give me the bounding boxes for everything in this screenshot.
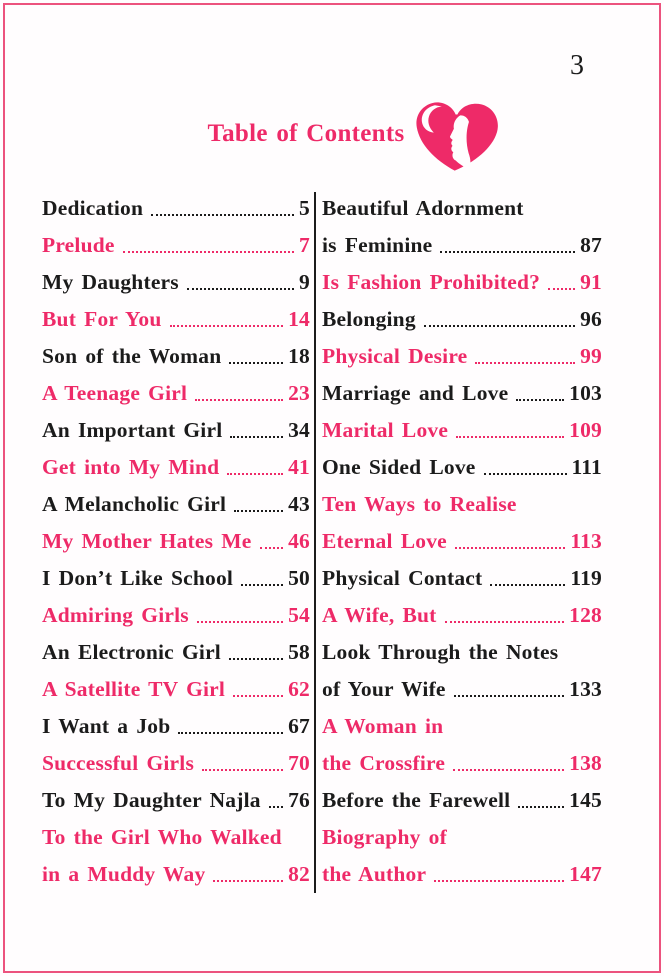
dotted-leader xyxy=(241,584,283,586)
page-title: Table of Contents xyxy=(207,120,405,147)
toc-entry-title: A Satellite TV Girl xyxy=(42,677,226,701)
toc-entry-line xyxy=(42,449,310,486)
toc-entry-page-number: 5 xyxy=(299,196,310,220)
dotted-leader xyxy=(424,325,575,327)
toc-entry-page-number: 145 xyxy=(569,788,602,812)
dotted-leader xyxy=(440,251,575,253)
toc-entry-page-number: 54 xyxy=(288,603,310,627)
toc-entry-page-number: 119 xyxy=(570,566,602,590)
toc-entry-line xyxy=(322,301,602,338)
dotted-leader xyxy=(187,288,294,290)
dotted-leader xyxy=(233,695,283,697)
dotted-leader xyxy=(260,547,284,549)
toc-entry-title: A Woman in xyxy=(322,714,444,738)
dotted-leader xyxy=(195,399,283,401)
dotted-leader xyxy=(269,806,283,808)
toc-entry-page-number: 58 xyxy=(288,640,310,664)
toc-entry-title: Son of the Woman xyxy=(42,344,222,368)
toc-entry-line xyxy=(322,227,602,264)
toc-entry-title: An Electronic Girl xyxy=(42,640,221,664)
dotted-leader xyxy=(229,362,283,364)
toc-entry-line xyxy=(42,486,310,523)
dotted-leader xyxy=(518,806,564,808)
toc-entry-title: Successful Girls xyxy=(42,751,195,775)
toc-entry-line xyxy=(322,264,602,301)
toc-entry-page-number: 62 xyxy=(288,677,310,701)
toc-entry-title: A Wife, But xyxy=(322,603,437,627)
toc-entry-title: Look Through the Notes xyxy=(322,640,559,664)
toc-entry-page-number: 23 xyxy=(288,381,310,405)
toc-entry-page-number: 133 xyxy=(569,677,602,701)
toc-entry-line xyxy=(322,819,602,856)
toc-entry-line xyxy=(42,819,310,856)
toc-entry-line xyxy=(322,782,602,819)
toc-entry-line xyxy=(322,486,602,523)
toc-entry-line xyxy=(42,412,310,449)
toc-entry-line xyxy=(42,745,310,782)
toc-entry-page-number: 128 xyxy=(569,603,602,627)
toc-entry-line xyxy=(42,264,310,301)
toc-entry-line xyxy=(42,597,310,634)
toc-entry-line xyxy=(42,782,310,819)
toc-entry-line xyxy=(322,597,602,634)
toc-entry-page-number: 34 xyxy=(288,418,310,442)
dotted-leader xyxy=(202,769,283,771)
toc-entry-title: is Feminine xyxy=(322,233,433,257)
toc-entry-page-number: 103 xyxy=(569,381,602,405)
toc-entry-page-number: 50 xyxy=(288,566,310,590)
toc-entry-page-number: 96 xyxy=(580,307,602,331)
toc-entry-title: Before the Farewell xyxy=(322,788,511,812)
toc-entry-line xyxy=(42,301,310,338)
toc-entry-title: the Author xyxy=(322,862,427,886)
toc-entry-line xyxy=(42,523,310,560)
toc-entry-title: An Important Girl xyxy=(42,418,223,442)
toc-entry-line xyxy=(322,412,602,449)
toc-entry-page-number: 43 xyxy=(288,492,310,516)
toc-entry-page-number: 41 xyxy=(288,455,310,479)
toc-entry-line xyxy=(42,338,310,375)
toc-entry-line xyxy=(42,708,310,745)
toc-entry-title: Biography of xyxy=(322,825,447,849)
toc-entry-title: of Your Wife xyxy=(322,677,446,701)
toc-entry-title: Belonging xyxy=(322,307,416,331)
toc-entry-line xyxy=(322,745,602,782)
dotted-leader xyxy=(484,473,567,475)
dotted-leader xyxy=(234,510,283,512)
dotted-leader xyxy=(454,695,564,697)
toc-entry-title: Is Fashion Prohibited? xyxy=(322,270,541,294)
toc-entry-line xyxy=(322,708,602,745)
page-number: 3 xyxy=(570,50,584,81)
toc-entry-title: Ten Ways to Realise xyxy=(322,492,517,516)
toc-entry-line xyxy=(322,634,602,671)
toc-entry-page-number: 46 xyxy=(288,529,310,553)
dotted-leader xyxy=(213,880,283,882)
toc-entry-title: Get into My Mind xyxy=(42,455,220,479)
dotted-leader xyxy=(230,436,283,438)
toc-entry-title: To My Daughter Najla xyxy=(42,788,261,812)
toc-entry-title: I Want a Job xyxy=(42,714,171,738)
toc-entry-title: Beautiful Adornment xyxy=(322,196,524,220)
toc-entry-page-number: 99 xyxy=(580,344,602,368)
toc-entry-line xyxy=(322,375,602,412)
toc-entry-page-number: 7 xyxy=(299,233,310,257)
table-of-contents xyxy=(42,190,602,893)
toc-entry-line xyxy=(322,856,602,893)
toc-entry-page-number: 82 xyxy=(288,862,310,886)
toc-entry-title: My Daughters xyxy=(42,270,179,294)
toc-entry-page-number: 147 xyxy=(569,862,602,886)
toc-entry-line xyxy=(322,449,602,486)
toc-entry-page-number: 67 xyxy=(288,714,310,738)
dotted-leader xyxy=(548,288,575,290)
toc-entry-page-number: 70 xyxy=(288,751,310,775)
dotted-leader xyxy=(516,399,564,401)
dotted-leader xyxy=(455,547,565,549)
toc-entry-title: But For You xyxy=(42,307,162,331)
toc-entry-title: A Melancholic Girl xyxy=(42,492,227,516)
toc-entry-page-number: 91 xyxy=(580,270,602,294)
toc-entry-line xyxy=(322,671,602,708)
toc-entry-title: in a Muddy Way xyxy=(42,862,206,886)
dotted-leader xyxy=(490,584,565,586)
column-divider xyxy=(314,192,316,893)
toc-entry-line xyxy=(42,856,310,893)
dotted-leader xyxy=(178,732,283,734)
toc-column-left xyxy=(42,190,310,893)
toc-entry-page-number: 87 xyxy=(580,233,602,257)
toc-entry-title: Eternal Love xyxy=(322,529,447,553)
toc-entry-title: Dedication xyxy=(42,196,144,220)
toc-entry-line xyxy=(322,560,602,597)
dotted-leader xyxy=(445,621,565,623)
dotted-leader xyxy=(170,325,284,327)
toc-entry-page-number: 113 xyxy=(570,529,602,553)
toc-entry-line xyxy=(42,671,310,708)
toc-entry-page-number: 111 xyxy=(571,455,602,479)
toc-entry-line xyxy=(42,375,310,412)
dotted-leader xyxy=(227,473,283,475)
toc-entry-page-number: 109 xyxy=(569,418,602,442)
toc-entry-title: the Crossfire xyxy=(322,751,446,775)
toc-entry-title: Physical Contact xyxy=(322,566,483,590)
toc-entry-page-number: 18 xyxy=(288,344,310,368)
toc-entry-line xyxy=(42,227,310,264)
toc-entry-title: My Mother Hates Me xyxy=(42,529,252,553)
toc-entry-title: Marital Love xyxy=(322,418,449,442)
dotted-leader xyxy=(123,251,294,253)
toc-column-right xyxy=(322,190,602,893)
toc-header xyxy=(0,96,664,178)
toc-entry-title: One Sided Love xyxy=(322,455,476,479)
toc-entry-line xyxy=(42,190,310,227)
toc-entry-title: Prelude xyxy=(42,233,115,257)
dotted-leader xyxy=(434,880,564,882)
toc-entry-title: Marriage and Love xyxy=(322,381,509,405)
toc-entry-page-number: 76 xyxy=(288,788,310,812)
dotted-leader xyxy=(197,621,283,623)
dotted-leader xyxy=(475,362,575,364)
toc-entry-page-number: 138 xyxy=(569,751,602,775)
toc-entry-line xyxy=(322,523,602,560)
heart-woman-icon xyxy=(411,96,503,178)
toc-entry-line xyxy=(322,338,602,375)
toc-entry-title: Physical Desire xyxy=(322,344,468,368)
toc-entry-line xyxy=(42,560,310,597)
dotted-leader xyxy=(229,658,283,660)
dotted-leader xyxy=(453,769,564,771)
toc-entry-line xyxy=(322,190,602,227)
toc-entry-title: I Don’t Like School xyxy=(42,566,234,590)
toc-entry-title: Admiring Girls xyxy=(42,603,189,627)
toc-entry-title: To the Girl Who Walked xyxy=(42,825,282,849)
toc-entry-page-number: 9 xyxy=(299,270,310,294)
dotted-leader xyxy=(151,214,294,216)
dotted-leader xyxy=(456,436,564,438)
toc-entry-line xyxy=(42,634,310,671)
toc-entry-page-number: 14 xyxy=(288,307,310,331)
toc-entry-title: A Teenage Girl xyxy=(42,381,188,405)
